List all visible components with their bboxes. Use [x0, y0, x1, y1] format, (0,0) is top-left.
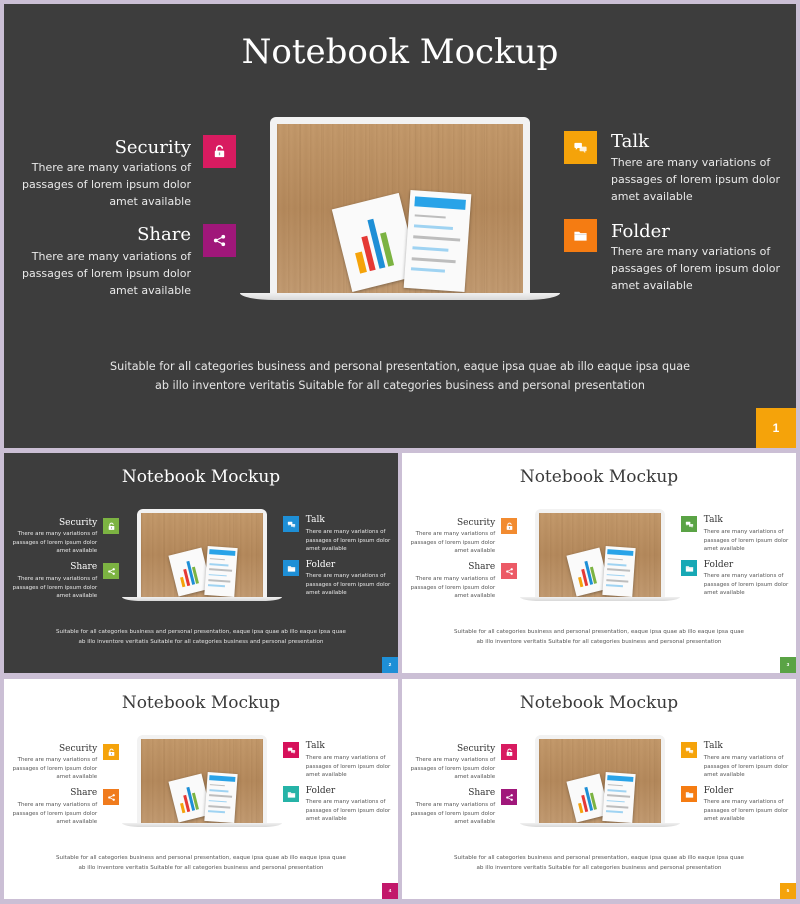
report-line	[209, 563, 228, 566]
feature-desc-line: There are many variations of	[703, 799, 784, 805]
security-icon-box[interactable]	[501, 744, 517, 760]
feature-title-folder: Folder	[305, 786, 336, 796]
feature-desc-folder	[611, 243, 780, 294]
feature-desc-line: passages of lorem ipsum dolor	[12, 539, 98, 546]
feature-title-share: Share	[137, 224, 191, 245]
feature-desc-line: amet available	[56, 819, 98, 826]
chat-icon	[287, 520, 296, 529]
lock-icon	[107, 748, 116, 757]
laptop-image	[122, 509, 282, 601]
slide-title: Notebook Mockup	[519, 467, 679, 487]
security-icon-box[interactable]	[501, 518, 517, 534]
feature-desc-line: amet available	[703, 772, 745, 779]
report-line	[208, 800, 226, 803]
feature-desc-talk	[611, 154, 780, 205]
feature-desc-line: amet available	[703, 590, 745, 597]
feature-title-folder: Folder	[703, 786, 734, 796]
feature-desc-talk	[306, 754, 391, 780]
laptop-image	[240, 117, 560, 300]
share-icon	[505, 793, 514, 802]
report-header	[607, 549, 633, 556]
report-line	[606, 805, 628, 808]
laptop-screen	[141, 513, 263, 597]
folder-icon-box[interactable]	[681, 560, 697, 576]
report-paper	[602, 772, 636, 823]
talk-icon-box[interactable]	[283, 742, 299, 758]
folder-icon-box[interactable]	[283, 560, 299, 576]
report-line	[208, 810, 225, 813]
feature-title-talk: Talk	[305, 515, 325, 525]
feature-desc-folder	[306, 798, 391, 824]
report-line	[208, 805, 230, 808]
report-line	[412, 256, 456, 262]
feature-title-share: Share	[70, 788, 98, 798]
feature-desc-line: amet available	[611, 279, 693, 293]
feature-desc-line: passages of lorem ipsum dolor	[305, 537, 391, 544]
feature-desc-line: passages of lorem ipsum dolor	[703, 807, 789, 814]
report-line	[607, 789, 626, 792]
report-line	[209, 783, 224, 786]
footer-line: Suitable for all categories business and personal presentation, eaque ipsa quae ab illo eaque ipsa quae	[56, 629, 346, 635]
feature-desc-line: passages of lorem ipsum dolor	[12, 584, 98, 591]
feature-desc-line: passages of lorem ipsum dolor	[305, 807, 391, 814]
folder-icon	[287, 564, 296, 573]
laptop-image	[122, 735, 282, 827]
feature-desc-line: There are many variations of	[305, 755, 386, 761]
share-icon-box[interactable]	[501, 789, 517, 805]
share-icon	[505, 567, 514, 576]
feature-desc-line: passages of lorem ipsum dolor	[703, 763, 789, 770]
feature-desc-line: passages of lorem ipsum dolor	[21, 267, 191, 281]
report-line	[607, 563, 626, 566]
feature-desc-line: There are many variations of	[31, 250, 191, 263]
feature-title-folder: Folder	[305, 560, 336, 570]
report-header	[209, 549, 235, 556]
feature-desc-line: passages of lorem ipsum dolor	[21, 178, 191, 192]
footer-line: ab illo inventore veritatis Suitable for all categories business and personal presentation	[78, 638, 324, 645]
feature-desc-line: There are many variations of	[305, 573, 386, 579]
folder-icon-box[interactable]	[564, 219, 597, 252]
feature-desc-talk	[704, 528, 789, 554]
feature-desc-folder	[306, 572, 391, 598]
feature-desc-line: There are many variations of	[17, 757, 98, 763]
feature-desc-line: passages of lorem ipsum dolor	[305, 581, 391, 588]
feature-desc-line: There are many variations of	[703, 755, 784, 761]
lock-icon	[505, 748, 514, 757]
feature-title-talk: Talk	[703, 741, 723, 751]
footer-line: ab illo inventore veritatis Suitable for all categories business and personal presentation	[155, 379, 645, 393]
feature-desc-folder	[704, 798, 789, 824]
talk-icon-box[interactable]	[283, 516, 299, 532]
lock-icon	[107, 522, 116, 531]
slide-3[interactable]	[402, 453, 796, 673]
security-icon-box[interactable]	[103, 744, 119, 760]
feature-title-talk: Talk	[703, 515, 723, 525]
feature-title-security: Security	[58, 744, 98, 754]
page-number: 3	[780, 657, 796, 673]
slide-title: Notebook Mockup	[519, 693, 679, 713]
feature-desc-line: amet available	[305, 772, 347, 779]
laptop-screen	[539, 739, 661, 823]
feature-desc-line: passages of lorem ipsum dolor	[611, 173, 781, 187]
footer-line: Suitable for all categories business and personal presentation, eaque ipsa quae ab illo eaque ipsa quae	[110, 360, 690, 373]
slide-title: Notebook Mockup	[121, 467, 281, 487]
feature-desc-security	[411, 756, 496, 782]
feature-desc-line: There are many variations of	[17, 531, 98, 537]
feature-desc-line: There are many variations of	[17, 802, 98, 808]
feature-desc-security	[13, 756, 98, 782]
feature-desc-line: passages of lorem ipsum dolor	[305, 763, 391, 770]
report-line	[209, 794, 232, 797]
feature-desc-line: amet available	[454, 819, 496, 826]
report-line	[606, 810, 623, 813]
page-number: 5	[780, 883, 796, 899]
feature-desc-line: passages of lorem ipsum dolor	[410, 810, 496, 817]
chat-icon	[685, 746, 694, 755]
feature-desc-line: There are many variations of	[415, 802, 496, 808]
feature-desc-share	[411, 801, 496, 827]
share-icon-box[interactable]	[103, 563, 119, 579]
feature-desc-line: passages of lorem ipsum dolor	[410, 765, 496, 772]
footer-line: ab illo inventore veritatis Suitable for all categories business and personal presentation	[78, 864, 324, 871]
talk-icon-box[interactable]	[681, 742, 697, 758]
feature-title-security: Security	[114, 137, 191, 158]
feature-desc-line: There are many variations of	[611, 245, 771, 258]
feature-desc-line: amet available	[611, 190, 693, 204]
lock-icon	[505, 522, 514, 531]
share-icon	[212, 233, 227, 248]
report-line	[607, 557, 622, 560]
lock-icon	[212, 144, 227, 159]
feature-desc-line: passages of lorem ipsum dolor	[410, 539, 496, 546]
page-number: 2	[382, 657, 398, 673]
report-line	[606, 574, 624, 577]
report-line	[411, 267, 445, 272]
report-line	[606, 584, 623, 587]
feature-desc-line: There are many variations of	[305, 799, 386, 805]
laptop-base	[240, 293, 560, 300]
feature-desc-share	[22, 248, 191, 299]
feature-desc-line: amet available	[109, 284, 191, 298]
feature-desc-share	[13, 575, 98, 601]
feature-title-security: Security	[58, 518, 98, 528]
page-number: 4	[382, 883, 398, 899]
folder-icon	[287, 790, 296, 799]
folder-icon	[685, 564, 694, 573]
folder-icon-box[interactable]	[283, 786, 299, 802]
feature-desc-line: amet available	[305, 816, 347, 823]
talk-icon-box[interactable]	[681, 516, 697, 532]
laptop-screen	[539, 513, 661, 597]
report-line	[209, 557, 224, 560]
folder-icon	[573, 228, 588, 243]
security-icon-box[interactable]	[103, 518, 119, 534]
footer-line: ab illo inventore veritatis Suitable for all categories business and personal presentation	[476, 638, 722, 645]
laptop-base	[122, 823, 282, 827]
feature-desc-line: amet available	[56, 593, 98, 600]
report-paper	[602, 546, 636, 597]
share-icon-box[interactable]	[103, 789, 119, 805]
feature-desc-line: There are many variations of	[305, 529, 386, 535]
feature-desc-line: amet available	[56, 774, 98, 781]
feature-desc-line: amet available	[56, 548, 98, 555]
feature-title-security: Security	[456, 518, 496, 528]
feature-desc-line: amet available	[454, 548, 496, 555]
report-line	[208, 584, 225, 587]
feature-desc-line: passages of lorem ipsum dolor	[12, 810, 98, 817]
feature-desc-folder	[704, 572, 789, 598]
feature-desc-line: amet available	[454, 593, 496, 600]
feature-title-security: Security	[456, 744, 496, 754]
report-line	[413, 246, 449, 251]
slide-1[interactable]	[4, 4, 796, 448]
feature-desc-line: amet available	[305, 590, 347, 597]
report-line	[607, 794, 630, 797]
slide-title: Notebook Mockup	[121, 693, 281, 713]
feature-desc-line: There are many variations of	[703, 573, 784, 579]
laptop-base	[520, 597, 680, 601]
footer-text	[4, 628, 398, 647]
feature-title-folder: Folder	[703, 560, 734, 570]
share-icon	[107, 567, 116, 576]
feature-desc-security	[22, 159, 191, 210]
laptop-base	[520, 823, 680, 827]
laptop-screen	[141, 739, 263, 823]
report-line	[607, 783, 622, 786]
feature-desc-share	[13, 801, 98, 827]
report-line	[208, 574, 226, 577]
report-line	[607, 568, 630, 571]
page-number: 1	[756, 408, 796, 448]
feature-desc-line: There are many variations of	[415, 757, 496, 763]
report-paper	[204, 772, 238, 823]
slide-2[interactable]	[4, 453, 398, 673]
feature-desc-security	[411, 530, 496, 556]
feature-desc-line: amet available	[109, 195, 191, 209]
talk-icon-box[interactable]	[564, 131, 597, 164]
share-icon	[107, 793, 116, 802]
feature-desc-talk	[306, 528, 391, 554]
feature-desc-line: passages of lorem ipsum dolor	[703, 537, 789, 544]
feature-desc-line: There are many variations of	[703, 529, 784, 535]
share-icon-box[interactable]	[203, 224, 236, 257]
laptop-screen	[277, 124, 522, 293]
feature-title-talk: Talk	[611, 131, 650, 152]
feature-desc-line: There are many variations of	[415, 531, 496, 537]
feature-desc-share	[411, 575, 496, 601]
footer-text	[4, 854, 398, 873]
feature-desc-line: There are many variations of	[17, 576, 98, 582]
report-header	[209, 775, 235, 782]
feature-title-share: Share	[70, 562, 98, 572]
feature-title-folder: Folder	[611, 221, 670, 242]
footer-line: Suitable for all categories business and personal presentation, eaque ipsa quae ab illo eaque ipsa quae	[454, 855, 744, 861]
chat-icon	[573, 140, 588, 155]
report-paper	[404, 190, 472, 292]
feature-title-talk: Talk	[305, 741, 325, 751]
report-line	[414, 224, 453, 230]
feature-desc-line: passages of lorem ipsum dolor	[410, 584, 496, 591]
folder-icon	[685, 790, 694, 799]
report-header	[607, 775, 633, 782]
chat-icon	[685, 520, 694, 529]
chat-icon	[287, 746, 296, 755]
footer-text	[4, 357, 796, 395]
security-icon-box[interactable]	[203, 135, 236, 168]
share-icon-box[interactable]	[501, 563, 517, 579]
report-line	[414, 235, 461, 241]
report-header	[415, 196, 467, 209]
feature-title-share: Share	[468, 788, 496, 798]
feature-desc-line: amet available	[305, 546, 347, 553]
slide-title: Notebook Mockup	[241, 32, 559, 72]
report-line	[208, 579, 230, 582]
report-line	[606, 800, 624, 803]
feature-desc-security	[13, 530, 98, 556]
footer-line: Suitable for all categories business and personal presentation, eaque ipsa quae ab illo eaque ipsa quae	[454, 629, 744, 635]
footer-text	[402, 854, 796, 873]
report-line	[209, 789, 228, 792]
feature-desc-line: passages of lorem ipsum dolor	[12, 765, 98, 772]
laptop-image	[520, 509, 680, 601]
footer-line: ab illo inventore veritatis Suitable for all categories business and personal presentation	[476, 864, 722, 871]
report-paper	[204, 546, 238, 597]
folder-icon-box[interactable]	[681, 786, 697, 802]
slide-4[interactable]	[4, 679, 398, 899]
laptop-base	[122, 597, 282, 601]
feature-desc-line: passages of lorem ipsum dolor	[611, 262, 781, 276]
report-line	[415, 213, 446, 218]
feature-desc-line: There are many variations of	[31, 161, 191, 174]
report-line	[606, 579, 628, 582]
feature-desc-line: There are many variations of	[415, 576, 496, 582]
feature-desc-talk	[704, 754, 789, 780]
report-line	[209, 568, 232, 571]
footer-line: Suitable for all categories business and personal presentation, eaque ipsa quae ab illo eaque ipsa quae	[56, 855, 346, 861]
laptop-image	[520, 735, 680, 827]
feature-desc-line: There are many variations of	[611, 156, 771, 169]
footer-text	[402, 628, 796, 647]
feature-desc-line: amet available	[703, 816, 745, 823]
feature-desc-line: amet available	[454, 774, 496, 781]
slide-5[interactable]	[402, 679, 796, 899]
feature-title-share: Share	[468, 562, 496, 572]
feature-desc-line: passages of lorem ipsum dolor	[703, 581, 789, 588]
feature-desc-line: amet available	[703, 546, 745, 553]
